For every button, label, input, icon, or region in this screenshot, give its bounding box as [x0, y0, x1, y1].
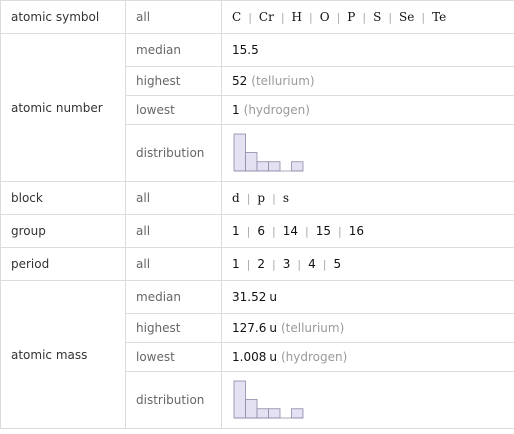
atomic-mass-highest-note: (tellurium): [280, 321, 345, 335]
histogram-bar: [234, 134, 246, 171]
value-separator: |: [297, 258, 302, 271]
atomic-mass-highest-cell: [222, 314, 514, 343]
value-item: C: [232, 10, 242, 24]
value-separator: |: [362, 11, 367, 24]
value-separator: |: [246, 192, 251, 205]
atomic-mass-lowest-value: 1.008: [232, 350, 267, 364]
histogram-bar: [234, 381, 246, 418]
atomic-number-label: atomic number: [1, 34, 126, 182]
value-item: 1: [232, 224, 240, 238]
row-period: [1, 248, 514, 281]
value-separator: |: [388, 11, 393, 24]
histogram-bar: [246, 153, 258, 172]
group-values: [222, 215, 514, 248]
atomic-number-lowest-label: lowest: [126, 96, 222, 125]
value-item: Te: [432, 10, 447, 24]
value-item: 1: [232, 257, 240, 271]
row-group: [1, 215, 514, 248]
atomic-number-histogram: [232, 131, 312, 175]
value-item: d: [232, 191, 240, 205]
atomic-number-highest-label: highest: [126, 67, 222, 96]
period-label: period: [1, 248, 126, 281]
row-atomic-mass-median: [1, 281, 514, 314]
atomic-mass-highest-label: highest: [126, 314, 222, 343]
value-item: O: [319, 10, 330, 24]
value-separator: |: [338, 225, 342, 238]
histogram-bar: [292, 409, 304, 418]
value-item: S: [373, 10, 382, 24]
value-separator: |: [246, 258, 251, 271]
row-atomic-symbol: [1, 1, 514, 34]
atomic-number-distribution-label: distribution: [126, 125, 222, 182]
atomic-number-median-value: 15.5: [222, 34, 514, 67]
atomic-number-highest-value: 52: [232, 74, 248, 88]
block-label: block: [1, 182, 126, 215]
value-separator: |: [272, 258, 276, 271]
atomic-symbol-qualifier: all: [126, 1, 222, 34]
atomic-mass-lowest-note: (hydrogen): [280, 350, 348, 364]
atomic-mass-lowest-cell: [222, 343, 514, 372]
atomic-mass-label: atomic mass: [1, 281, 126, 429]
histogram-bar: [257, 409, 269, 418]
value-separator: |: [421, 11, 426, 24]
value-item: Cr: [258, 10, 274, 24]
value-item: Se: [399, 10, 415, 24]
atomic-number-lowest-value: 1: [232, 103, 240, 117]
value-separator: |: [336, 11, 341, 24]
value-separator: |: [248, 11, 252, 24]
value-item: P: [347, 10, 356, 24]
atomic-mass-highest-value: 127.6: [232, 321, 267, 335]
block-qualifier: all: [126, 182, 222, 215]
atomic-mass-median-label: median: [126, 281, 222, 314]
atomic-mass-median-cell: [222, 281, 514, 314]
value-separator: |: [272, 225, 276, 238]
value-separator: |: [309, 11, 313, 24]
atomic-number-distribution-cell: [222, 125, 514, 182]
group-qualifier: all: [126, 215, 222, 248]
value-item: 15: [315, 224, 331, 238]
atomic-mass-distribution-label: distribution: [126, 372, 222, 429]
value-item: 14: [282, 224, 298, 238]
atomic-mass-histogram: [232, 378, 312, 422]
atomic-symbol-values: [222, 1, 514, 34]
atomic-number-median-label: median: [126, 34, 222, 67]
value-item: H: [291, 10, 303, 24]
value-item: 6: [257, 224, 265, 238]
atomic-number-lowest-cell: [222, 96, 514, 125]
value-separator: |: [272, 192, 276, 205]
value-item: p: [257, 191, 266, 205]
histogram-bar: [257, 162, 269, 171]
histogram-bar: [269, 409, 281, 418]
atomic-mass-median-unit: u: [269, 290, 277, 304]
period-qualifier: all: [126, 248, 222, 281]
atomic-mass-lowest-unit: u: [269, 350, 277, 364]
row-atomic-number-median: [1, 34, 514, 67]
atomic-number-lowest-note: (hydrogen): [243, 103, 310, 117]
block-values: [222, 182, 514, 215]
group-label: group: [1, 215, 126, 248]
histogram-bar: [269, 162, 281, 171]
histogram-bar: [292, 162, 304, 171]
atomic-number-highest-cell: [222, 67, 514, 96]
atomic-number-highest-note: (tellurium): [251, 74, 315, 88]
atomic-mass-lowest-label: lowest: [126, 343, 222, 372]
value-separator: |: [322, 258, 327, 271]
atomic-mass-distribution-cell: [222, 372, 514, 429]
row-block: [1, 182, 514, 215]
histogram-bar: [246, 400, 258, 419]
value-item: 5: [333, 257, 342, 271]
value-separator: |: [280, 11, 285, 24]
value-separator: |: [305, 225, 309, 238]
atomic-mass-median-value: 31.52: [232, 290, 267, 304]
period-values: [222, 248, 514, 281]
value-item: 4: [308, 257, 316, 271]
atomic-symbol-label: atomic symbol: [1, 1, 126, 34]
value-item: 16: [348, 224, 364, 238]
atomic-mass-highest-unit: u: [269, 321, 277, 335]
value-item: 3: [282, 257, 291, 271]
value-separator: |: [246, 225, 251, 238]
value-item: 2: [257, 257, 265, 271]
value-item: s: [282, 191, 289, 205]
